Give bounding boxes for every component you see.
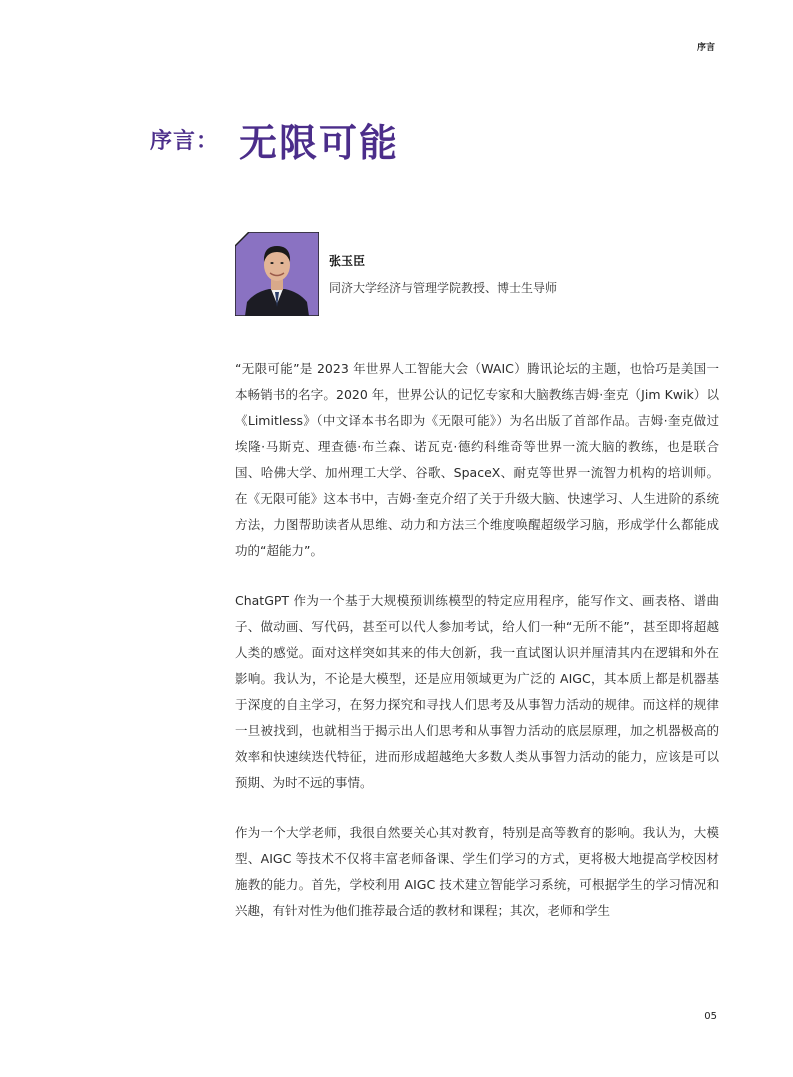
author-block xyxy=(235,232,557,316)
paragraph: 作为一个大学老师，我很自然要关心其对教育，特别是高等教育的影响。我认为，大模型、AIGC 等技术不仅将丰富老师备课、学生们学习的方式，更将极大地提高学校因材施教的能力。首先，学校利用 AIGC 技术建立智能学习系统，可根据学生的学习情况和兴趣，有针对性为他们推荐最合适的教材和课程；其次，老师和学生 xyxy=(235,825,719,918)
title-main: 无限可能 xyxy=(239,121,400,165)
body-text xyxy=(235,356,719,948)
title-prefix: 序言： xyxy=(150,129,220,154)
page-number: 05 xyxy=(704,1011,717,1022)
chapter-title xyxy=(150,112,399,167)
author-portrait xyxy=(235,232,319,316)
author-name: 张玉臣 xyxy=(329,254,366,268)
running-header: 序言 xyxy=(696,43,715,53)
paragraph: ChatGPT 作为一个基于大规模预训练模型的特定应用程序，能写作文、画表格、谱曲子、做动画、写代码，甚至可以代人参加考试，给人们一种“无所不能”，甚至即将超越人类的感觉。面对这样突如其来的伟大创新，我一直试图认识并厘清其内在逻辑和外在影响。我认为，不论是大模型，还是应用领域更为广泛的 AIGC，其本质上都是机器基于深度的自主学习，在努力探究和寻找人们思考及从事智力活动的规律。而这样的规律一旦被找到，也就相当于揭示出人们思考和从事智力活动的底层原理，加之机器极高的效率和快速续迭代特征，进而形成超越绝大多数人类从事智力活动的能力，应该是可以预期、为时不远的事情。 xyxy=(235,593,719,790)
author-affiliation: 同济大学经济与管理学院教授、博士生导师 xyxy=(329,281,558,295)
paragraph: “无限可能”是 2023 年世界人工智能大会（WAIC）腾讯论坛的主题，也恰巧是美国一本畅销书的名字。2020 年，世界公认的记忆专家和大脑教练吉姆·奎克（Jim Kwik）以《Limitless》（中文译本书名即为《无限可能》）为名出版了首部作品。吉姆·奎克做过埃隆·马斯克、理查德·布兰森、诺瓦克·德约科维奇等世界一流大脑的教练，也是联合国、哈佛大学、加州理工大学、谷歌、SpaceX、耐克等世界一流智力机构的培训师。在《无限可能》这本书中，吉姆·奎克介绍了关于升级大脑、快速学习、人生进阶的系统方法，力图帮助读者从思维、动力和方法三个维度唤醒超级学习脑，形成学什么都能成功的“超能力”。 xyxy=(235,361,719,558)
